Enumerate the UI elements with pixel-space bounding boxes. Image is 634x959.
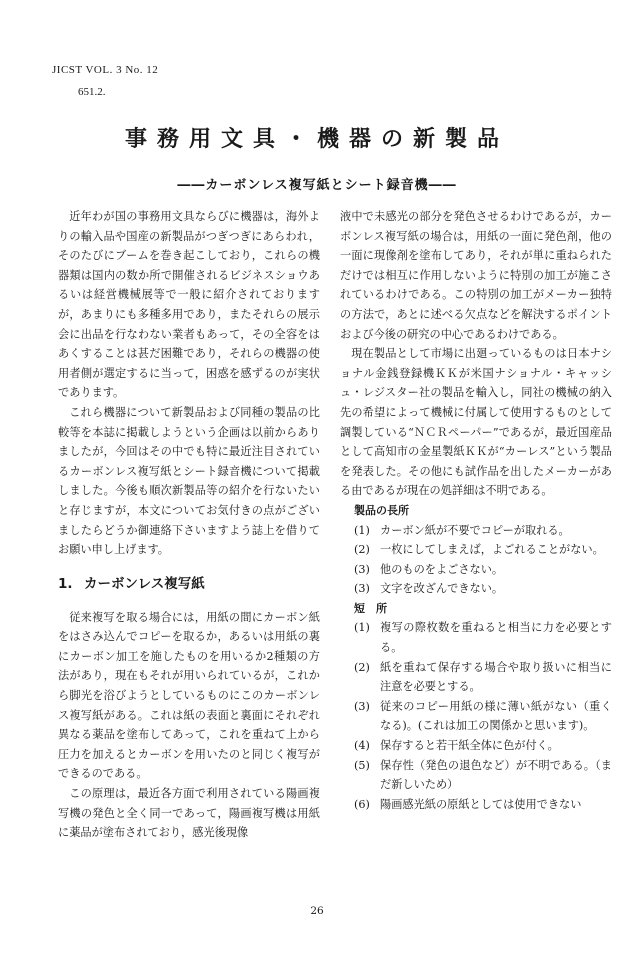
page-number: 26 bbox=[310, 905, 324, 917]
section-title: カーボンレス複写紙 bbox=[84, 575, 205, 592]
list-item: (4) 保存すると若干紙全体に色が付く。 bbox=[354, 739, 559, 753]
merits-list bbox=[340, 521, 612, 599]
list-item: (6) 陽画感光紙の原紙としては使用できない bbox=[354, 797, 582, 811]
list-item: (2) 紙を重ねて保存する場合や取り扱いに相当に注意を必要とする。 bbox=[354, 660, 612, 694]
body-paragraph-1: 従来複写を取る場合には，用紙の間にカーボン紙をはさみ込んでコピーを取るか，あるいは用紙の裏にカーボン加工を施したものを用いるか2種類の方法があり，現在もそれが用いられているが，これから脚光を浴びようとしているものにこのカーボンレス複写紙がある。これは紙の表面と裏面にそれぞれ異なる薬品を塗布してあって，これを重ねて上から圧力を加えるとカーボンを用いたのと同じく複写ができるのである。 bbox=[58, 610, 320, 781]
list-item: (3) 他のものをよごさない。 bbox=[354, 562, 504, 576]
list-item: (5) 保存性（発色の退色など）が不明である。（まだ新しいため） bbox=[354, 758, 612, 792]
journal-reference: JICST VOL. 3 No. 12 bbox=[52, 64, 159, 76]
intro-paragraph-1: 近年わが国の事務用文具ならびに機器は，海外よりの輸入品や国産の新製品がつぎつぎにあらわれ，そのたびにブームを巻き起こしており，これらの機器類は国内の数か所で開催されるビジネスショウあるいは経営機械展等で一般に紹介されておりますが，あまりにも多種多用であり，またそれらの展示会に出品を行なわない業者もあって，その全容をはあくすることは甚だ困難であり，それらの機器の使用者側が選定するに当って，困惑を感ずるのが実状であります。 bbox=[58, 210, 320, 400]
list-item: (1) 複写の際枚数を重ねると相当に力を必要とする。 bbox=[354, 621, 612, 655]
intro-paragraph-2: これら機器について新製品および同種の製品の比較等を本誌に掲載しようという企画は以前からありましたが，今回はその中でも特に最近注目されているカーボンレス複写紙とシート録音機について掲載しました。今後も順次新製品等の紹介を行ないたいと存じますが，本文についてお気付きの点がございましたらどうか御連絡下さいますよう誌上を借りてお願い申し上げます。 bbox=[58, 405, 320, 557]
classification-code: 651.2. bbox=[78, 86, 106, 98]
continued-paragraph: 液中で未感光の部分を発色させるわけであるが，カーボンレス複写紙の場合は，用紙の一面に発色剤，他の一面に現像剤を塗布してあり，それが単に重ねられただけでは相互に作用しないように特別の加工が施こされているわけである。この特別の加工がメーカー独特の方法で，あとに述べる欠点などを解決するポイントおよび今後の研究の中心であるわけである。 bbox=[340, 210, 612, 341]
article-subtitle: ――カーボンレス複写紙とシート録音機―― bbox=[177, 178, 457, 193]
list-item: (1) カーボン紙が不要でコピーが取れる。 bbox=[354, 523, 570, 537]
merits-heading: 製品の長所 bbox=[354, 503, 409, 517]
section-number: 1. bbox=[58, 575, 73, 592]
left-column bbox=[58, 207, 320, 843]
article-title: 事務用文具・機器の新製品 bbox=[124, 126, 509, 152]
market-paragraph: 現在製品として市場に出廻っているものは日本ナショナル金銭登録機ＫＫが米国ナショナル・キャッシュ・レジスター社の製品を輸入し，同社の機械の納入先の希望によって機械に付属して使用するものとして調製している“ＮＣＲペーパー”であるが，最近国産品として高知市の金星製紙ＫＫが“カーレス”という製品を発表した。その他にも試作品を出したメーカーがある由であるが現在の処詳細は不明である。 bbox=[340, 347, 612, 498]
demerits-list bbox=[340, 618, 612, 814]
body-paragraph-2: この原理は，最近各方面で利用されている陽画複写機の発色と全く同一であって，陽画複写機は用紙に薬品が塗布されており，感光後現像 bbox=[58, 787, 320, 840]
list-item: (2) 一枚にしてしまえば，よごれることがない。 bbox=[354, 543, 604, 557]
demerits-heading: 短 所 bbox=[354, 601, 387, 615]
list-item: (3) 文字を改ざんできない。 bbox=[354, 582, 504, 596]
list-item: (3) 従来のコピー用紙の様に薄い紙がない（重くなる)。(これは加工の関係かと思います)。 bbox=[354, 699, 612, 733]
section-heading bbox=[58, 574, 320, 594]
right-column bbox=[340, 207, 612, 814]
